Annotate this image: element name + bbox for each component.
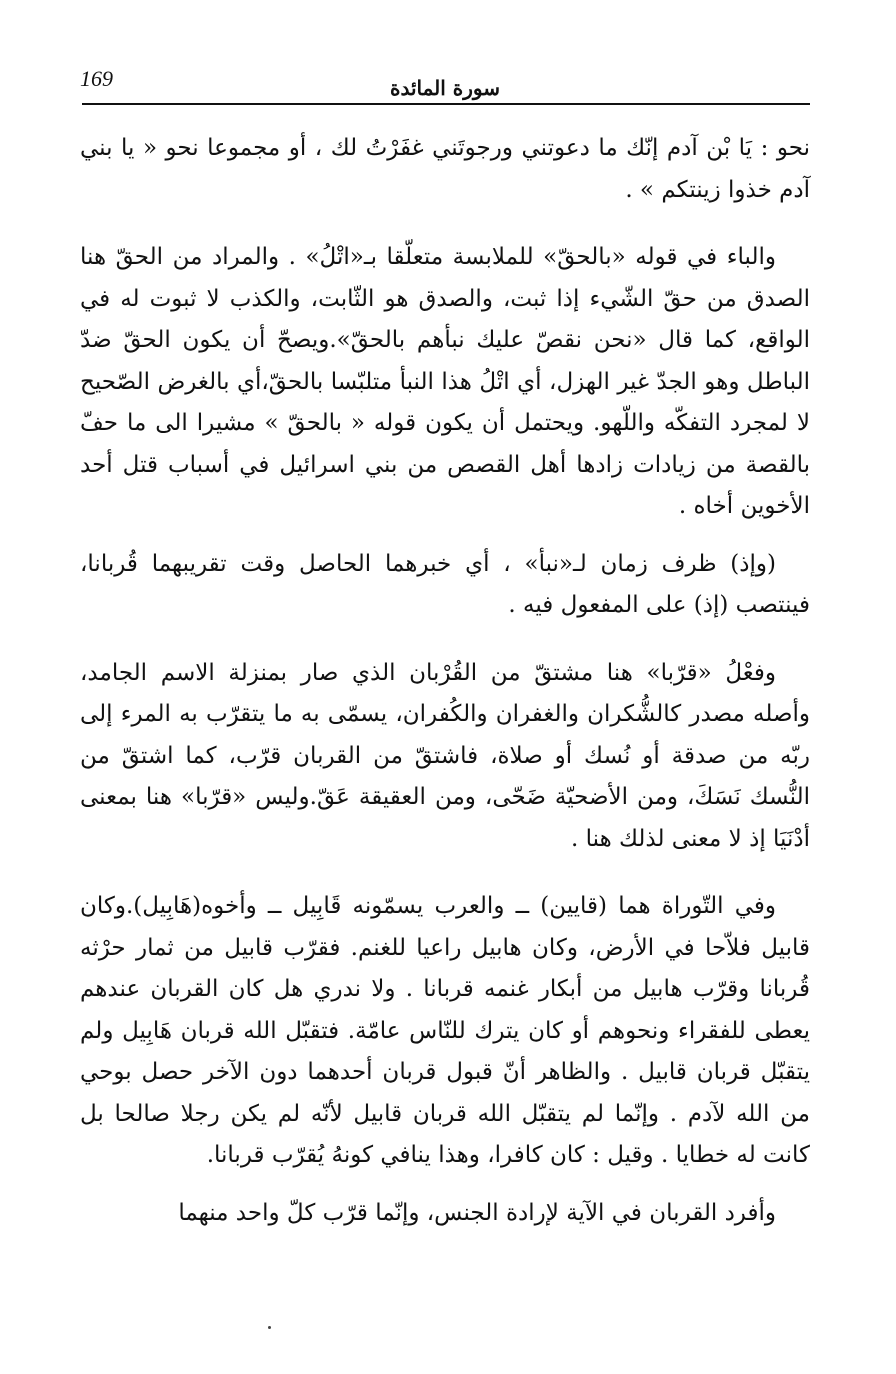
paragraph-5: وفي التّوراة هما (قايين) ــ والعرب يسمّونه قَابِيل ــ وأخوه(هَابِيل).وكان قابيل فلاّحا في الأرض، وكان هابيل راعيا للغنم. فقرّب قابيل من ثمار حرْثه قُربانا وقرّب هابيل من أبكار غنمه قربانا . ولا ندري هل كان القربان عندهم يعطى للفقراء ونحوهم أو كان يترك للنّاس عامّة. فتقبّل الله قربان هَابِيل ولم يتقبّل قربان قابيل . والظاهر أنّ قبول قربان أحدهما دون الآخر حصل بوحي من الله لآدم . وإنّما لم يتقبّل الله قربان قابيل لأنّه لم يكن رجلا صالحا بل كانت له خطايا . وقيل : كان كافرا، وهذا ينافي كونهُ يُقرّب قربانا.: [80, 893, 810, 1168]
body-text: [80, 128, 810, 1234]
header-rule: [82, 103, 810, 105]
paragraph-3: (وإذ) ظرف زمان لـ«نبأ» ، أي خبرهما الحاصل وقت تقريبهما قُربانا، فينتصب (إذ) على المفعول فيه .: [80, 550, 810, 618]
paragraph-6: وأفرد القربان في الآية لإرادة الجنس، وإنّما قرّب كلّ واحد منهما: [178, 1199, 776, 1226]
running-title: سورة المائدة: [389, 76, 501, 100]
paragraph-1: نحو : يَا بْن آدم إنّك ما دعوتني ورجوتَني غفَرْتُ لك ، أو مجموعا نحو « يا بني آدم خذوا زينتكم » .: [80, 135, 810, 203]
paragraph-2: والباء في قوله «بالحقّ» للملابسة متعلّقا بـ«اتْلُ» . والمراد من الحقّ هنا الصدق من حقّ الشّيء إذا ثبت، والصدق هو الثّابت، والكذب لا ثبوت له في الواقع، كما قال «نحن نقصّ عليك نبأهم بالحقّ».ويصحّ أن يكون الحقّ ضدّ الباطل وهو الجدّ غير الهزل، أي اتْلُ هذا النبأ متلبّسا بالحقّ،أي بالغرض الصّحيح لا لمجرد التفكّه واللّهو. ويحتمل أن يكون قوله « بالحقّ » مشيرا الى ما حفّ بالقصة من زيادات زادها أهل القصص من بني اسرائيل في أسباب قتل أحد الأخوين أخاه .: [80, 244, 810, 519]
paragraph-4: وفعْلُ «قرّبا» هنا مشتقّ من القُرْبان الذي صار بمنزلة الاسم الجامد، وأصله مصدر كالشُّكران والغفران والكُفران، يسمّى به ما يتقرّب به المرء إلى ربّه من صدقة أو نُسك أو صلاة، فاشتقّ من القربان قرّب، كما اشتقّ من النُّسك نَسَكَ، ومن الأضحيّة ضَحّى، ومن العقيقة عَقّ.وليس «قرّبا» هنا بمعنى أدْنَيَا إذ لا معنى لذلك هنا .: [80, 659, 810, 852]
page-header: [80, 66, 810, 100]
page-number: 169: [80, 66, 113, 91]
scan-speck: [268, 1326, 271, 1329]
